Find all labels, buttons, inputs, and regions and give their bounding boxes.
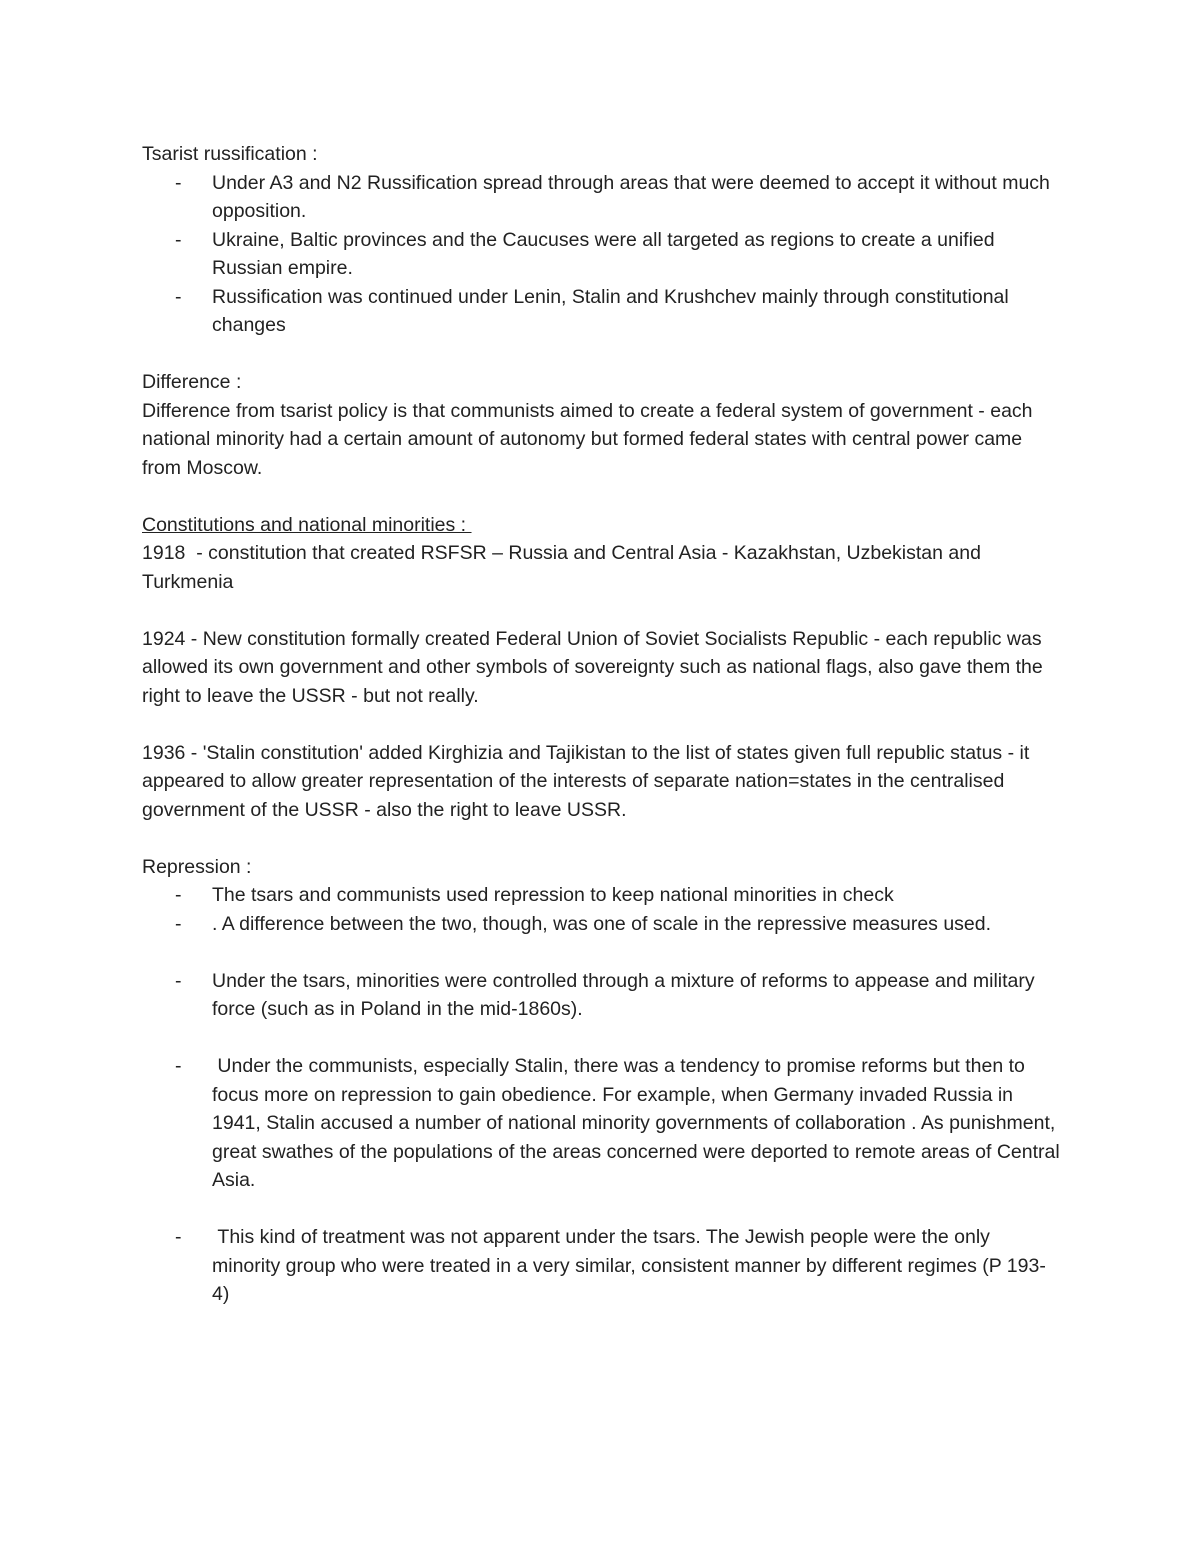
constitution-1918-paragraph: 1918 - constitution that created RSFSR – Russia and Central Asia - Kazakhstan, Uzbekistan and Turkmenia bbox=[142, 542, 987, 593]
constitution-1936-paragraph: 1936 - 'Stalin constitution' added Kirghizia and Tajikistan to the list of states given full republic status - it appeared to allow greater representation of the interests of separate nation=states in the centralised government of the USSR - also the right to leave USSR. bbox=[142, 741, 1030, 821]
difference-paragraph: Difference from tsarist policy is that communists aimed to create a federal system of government - each national minority had a certain amount of autonomy but formed federal states with central power came from Moscow. bbox=[142, 399, 1033, 479]
list-item-text: The tsars and communists used repression to keep national minorities in check bbox=[212, 884, 894, 906]
repression-bullet-list bbox=[142, 881, 1065, 1309]
document-page bbox=[142, 140, 1065, 1309]
list-item bbox=[142, 1223, 1062, 1309]
dash-marker: - bbox=[175, 1226, 182, 1248]
tsarist-bullet-list bbox=[142, 169, 1062, 340]
list-item-text: Under the communists, especially Stalin, there was a tendency to promise reforms but then to focus more on repression to gain obedience. For example, when Germany invaded Russia in 1941, Stalin accused a number of national minority governments of collaboration . As punishment, great swathes of the populations of the areas concerned were deported to remote areas of Central Asia. bbox=[212, 1055, 1065, 1191]
list-item-text: Under A3 and N2 Russification spread through areas that were deemed to accept it without much opposition. bbox=[212, 171, 1050, 222]
dash-marker: - bbox=[175, 969, 182, 992]
blank-line bbox=[142, 596, 1062, 625]
constitution-1924-paragraph: 1924 - New constitution formally created Federal Union of Soviet Socialists Republic - each republic was allowed its own government and other symbols of sovereignty such as national flags, also gave them the right to leave the USSR - but not really. bbox=[142, 627, 1043, 707]
list-item bbox=[142, 283, 1062, 340]
list-item-text: Russification was continued under Lenin, Stalin and Krushchev mainly through constitutional changes bbox=[212, 285, 1009, 336]
blank-line bbox=[142, 340, 1062, 369]
list-item bbox=[142, 1052, 1065, 1195]
dash-marker: - bbox=[175, 171, 182, 194]
dash-marker: - bbox=[175, 912, 182, 935]
blank-line bbox=[142, 710, 1062, 739]
list-item bbox=[142, 226, 1062, 283]
list-item-text: Under the tsars, minorities were controlled through a mixture of reforms to appease and military force (such as in Poland in the mid-1860s). bbox=[212, 969, 1035, 1020]
tsarist-heading: Tsarist russification : bbox=[142, 143, 318, 165]
list-item bbox=[142, 967, 1062, 1024]
dash-marker: - bbox=[175, 285, 182, 308]
list-item-text: This kind of treatment was not apparent under the tsars. The Jewish people were the only minority group who were treated in a very similar, consistent manner by different regimes (P 193-4) bbox=[212, 1226, 1046, 1305]
list-item bbox=[142, 881, 1062, 910]
list-item bbox=[142, 910, 1062, 939]
blank-line bbox=[142, 482, 1062, 511]
blank-line bbox=[142, 824, 1062, 853]
repression-heading: Repression : bbox=[142, 855, 252, 878]
list-item-text: . A difference between the two, though, was one of scale in the repressive measures used. bbox=[212, 912, 992, 935]
dash-marker: - bbox=[175, 1055, 182, 1077]
list-item-text: Ukraine, Baltic provinces and the Caucuses were all targeted as regions to create a unified Russian empire. bbox=[212, 228, 995, 279]
dash-marker: - bbox=[175, 228, 182, 251]
list-item bbox=[142, 169, 1062, 226]
difference-heading: Difference : bbox=[142, 371, 242, 393]
dash-marker: - bbox=[175, 884, 182, 906]
constitutions-heading: Constitutions and national minorities : bbox=[142, 513, 472, 536]
